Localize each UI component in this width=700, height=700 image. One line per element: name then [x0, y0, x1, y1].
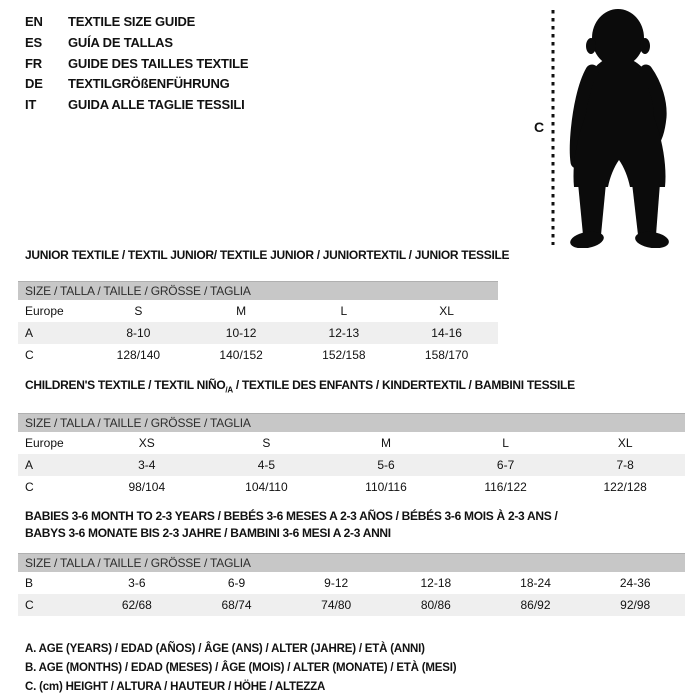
row-label: Europe [25, 436, 64, 451]
size-value-cell: L [502, 436, 509, 451]
size-value-cell: 3-6 [128, 576, 146, 591]
size-value-cell: 6-7 [496, 458, 515, 473]
size-value-cell: 9-12 [324, 576, 349, 591]
title-subscript: /A [225, 385, 233, 395]
size-table-row [18, 322, 498, 344]
size-value-cell: 10-12 [225, 326, 257, 340]
size-value-cell: 116/122 [484, 480, 527, 495]
language-code: ES [25, 34, 42, 50]
size-value-cell: XL [439, 304, 454, 318]
size-value-cell: 92/98 [620, 598, 651, 613]
size-table-row [18, 594, 685, 616]
baby-height-figure [520, 5, 695, 248]
row-label: C [25, 480, 34, 495]
row-label: Europe [25, 304, 64, 318]
size-value-cell: 158/170 [424, 348, 469, 362]
babies-textile-title [25, 508, 685, 541]
size-value-cell: 98/104 [128, 480, 166, 495]
size-value-cell: XL [617, 436, 633, 451]
size-table-row [18, 344, 498, 366]
size-value-cell: XS [138, 436, 155, 451]
language-label: GUÍA DE TALLAS [68, 34, 173, 50]
size-value-cell: 86/92 [520, 598, 551, 613]
language-code: FR [25, 55, 42, 71]
size-value-cell: 140/152 [219, 348, 263, 362]
row-label: A [25, 326, 34, 340]
childrens-textile-table [18, 413, 685, 498]
language-label: GUIDA ALLE TAGLIE TESSILI [68, 97, 245, 113]
size-value-cell: 24-36 [619, 576, 651, 591]
language-item [25, 95, 248, 116]
language-label: GUIDE DES TAILLES TEXTILE [68, 55, 249, 71]
babies-title-line2: BABYS 3-6 MONATE BIS 2-3 JAHRE / BAMBINI 3-6 MESI A 2-3 ANNI [25, 525, 391, 540]
language-code: DE [25, 76, 43, 92]
size-value-cell: 8-10 [126, 326, 151, 340]
size-value-cell: 104/110 [245, 480, 288, 495]
size-table-row [18, 300, 498, 322]
footnote-a: A. AGE (YEARS) / EDAD (AÑOS) / ÂGE (ANS) / ALTER (JAHRE) / ETÀ (ANNI) [25, 643, 425, 656]
language-list [25, 12, 248, 116]
size-table-row [18, 572, 685, 594]
footnotes [25, 640, 685, 697]
size-value-cell: 152/158 [322, 348, 366, 362]
size-value-cell: 80/86 [420, 598, 451, 613]
size-value-cell: M [380, 436, 391, 451]
size-value-cell: 128/140 [116, 348, 161, 362]
language-label: TEXTILGRÖßENFÜHRUNG [68, 76, 230, 92]
language-item [25, 74, 248, 95]
size-table-row [18, 432, 685, 454]
size-value-cell: 122/128 [603, 480, 647, 495]
size-value-cell: S [134, 304, 143, 318]
size-value-cell: 3-4 [138, 458, 156, 473]
size-table-row [18, 476, 685, 498]
childrens-textile-title [25, 379, 685, 396]
babies-textile-table [18, 553, 685, 616]
size-value-cell: 18-24 [520, 576, 551, 591]
size-value-cell: 6-9 [227, 576, 246, 591]
language-item [25, 33, 248, 54]
size-header-bar: SIZE / TALLA / TAILLE / GRÖSSE / TAGLIA [18, 281, 498, 300]
size-value-cell: 74/80 [321, 598, 352, 613]
language-label: TEXTILE SIZE GUIDE [68, 14, 196, 29]
babies-title-line1: BABIES 3-6 MONTH TO 2-3 YEARS / BEBÉS 3-6 MESES A 2-3 AÑOS / BÉBÉS 3-6 MOIS À 2-3 ANS / [25, 509, 558, 524]
language-code: IT [25, 97, 37, 113]
row-label: B [25, 576, 34, 591]
row-label: C [25, 348, 34, 362]
size-header-bar: SIZE / TALLA / TAILLE / GRÖSSE / TAGLIA [18, 553, 685, 572]
size-value-cell: 62/68 [121, 598, 152, 613]
size-value-cell: 110/116 [365, 480, 407, 495]
row-label: C [25, 598, 34, 613]
language-item [25, 54, 248, 75]
title-text: / TEXTILE DES ENFANTS / KINDERTEXTIL / BAMBINI TESSILE [232, 378, 575, 392]
title-text: CHILDREN'S TEXTILE / TEXTIL NIÑO [25, 378, 226, 392]
size-table-row [18, 454, 685, 476]
size-value-cell: 7-8 [616, 458, 634, 473]
size-value-cell: 68/74 [221, 598, 252, 613]
junior-textile-title: JUNIOR TEXTILE / TEXTIL JUNIOR/ TEXTILE JUNIOR / JUNIORTEXTIL / JUNIOR TESSILE [25, 248, 510, 262]
size-value-cell: S [262, 436, 271, 451]
size-value-cell: L [340, 304, 348, 318]
language-item [25, 12, 248, 33]
size-value-cell: 12-13 [328, 326, 360, 340]
footnote-c: C. (cm) HEIGHT / ALTURA / HAUTEUR / HÖHE / ALTEZZA [25, 681, 326, 694]
size-value-cell: M [236, 304, 247, 318]
toddler-silhouette-icon [520, 5, 695, 248]
size-value-cell: 4-5 [257, 458, 276, 473]
size-value-cell: 12-18 [420, 576, 452, 591]
height-measure-label: C [534, 119, 545, 135]
size-value-cell: 5-6 [377, 458, 395, 473]
size-value-cell: 14-16 [431, 326, 462, 340]
row-label: A [25, 458, 34, 473]
junior-textile-table [18, 281, 498, 366]
tables-section [18, 249, 685, 697]
size-header-bar: SIZE / TALLA / TAILLE / GRÖSSE / TAGLIA [18, 413, 685, 432]
language-code: EN [25, 14, 43, 29]
footnote-b: B. AGE (MONTHS) / EDAD (MESES) / ÂGE (MOIS) / ALTER (MONATE) / ETÀ (MESI) [25, 662, 457, 675]
